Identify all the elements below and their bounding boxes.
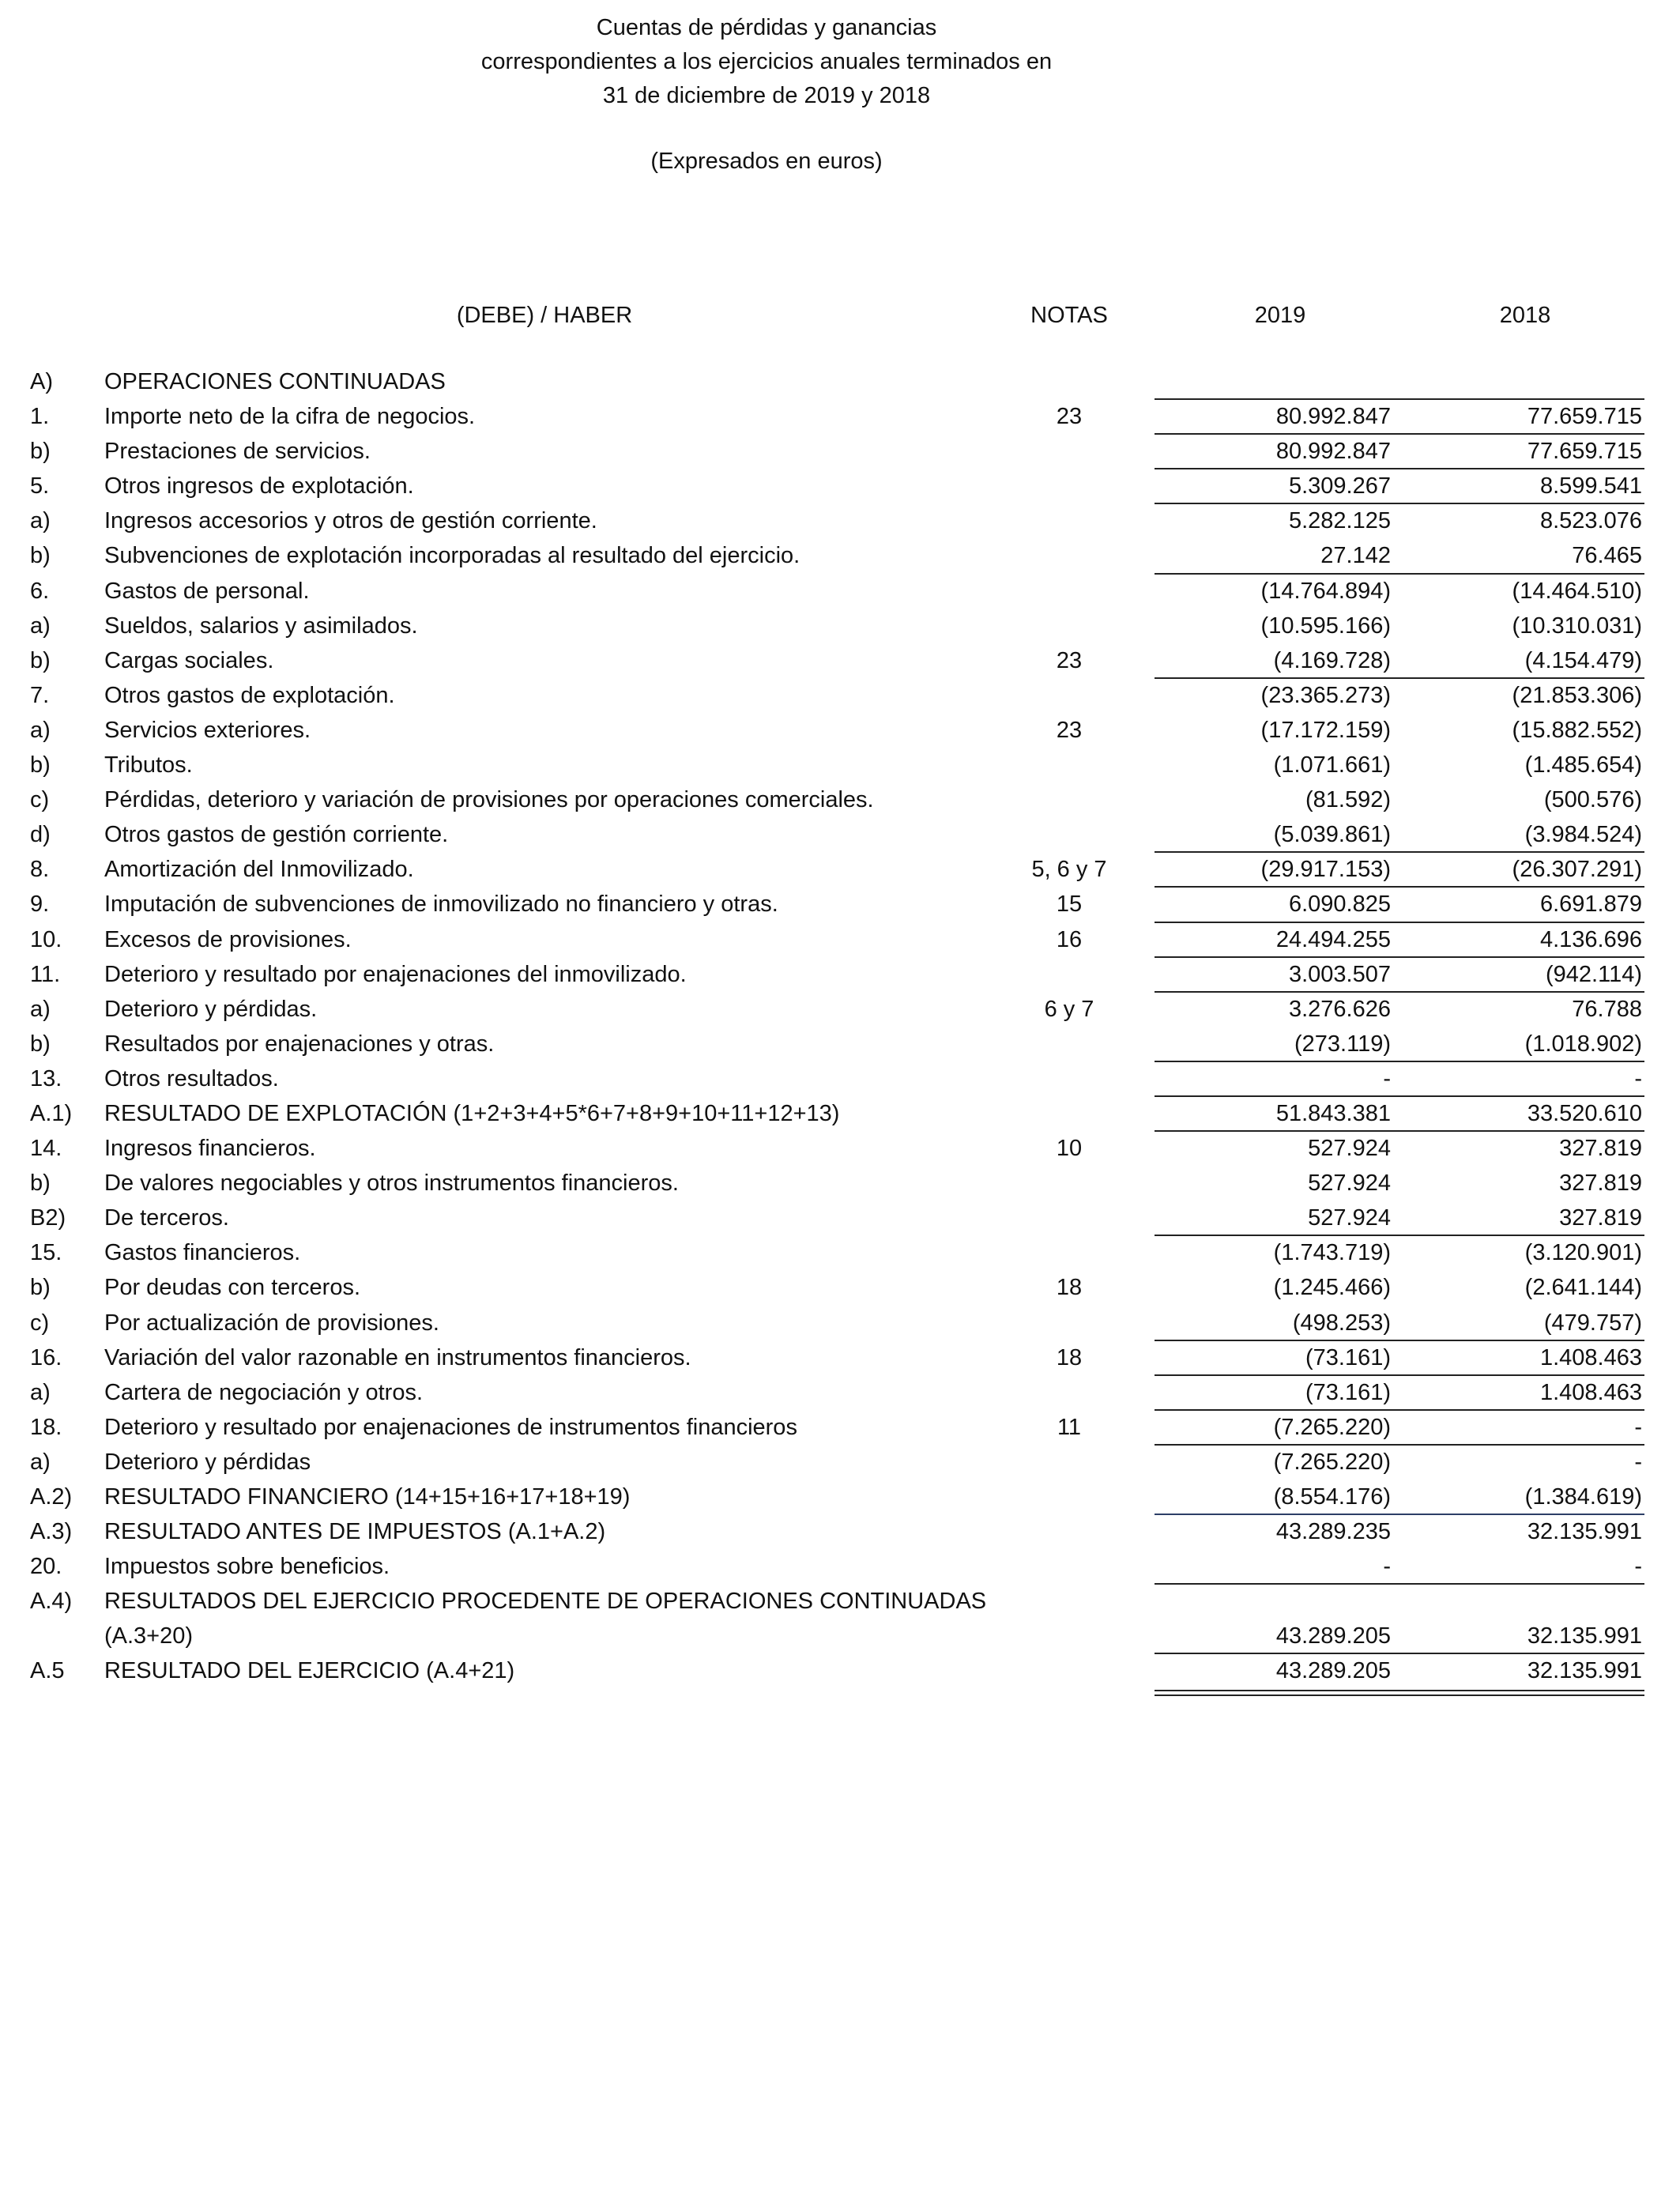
row-description-line: Amortización del Inmovilizado. (104, 857, 414, 883)
row-description-line: Resultados por enajenaciones y otras. (104, 1031, 495, 1057)
row-description (104, 609, 1013, 643)
row-description-line-2: (A.3+20) (104, 1623, 194, 1649)
value-2018: 4.136.696 (1539, 926, 1642, 952)
row-description (104, 1653, 1013, 1688)
value-2018: 33.520.610 (1527, 1100, 1642, 1126)
row-note: 10 (1056, 1136, 1083, 1162)
value-2019: 43.289.205 (1275, 1623, 1391, 1649)
title-line-3: 31 de diciembre de 2019 y 2018 (602, 83, 931, 108)
row-code: 13. (30, 1065, 62, 1091)
row-description-line: RESULTADO DE EXPLOTACIÓN (1+2+3+4+5*6+7+8+9+10+11+12+13) (104, 1100, 840, 1126)
row-note: 23 (1056, 404, 1083, 430)
row-code: d) (30, 822, 51, 848)
table-row (0, 609, 1680, 643)
table-row (0, 957, 1680, 992)
value-2018: 327.819 (1559, 1171, 1642, 1197)
value-2018: (15.882.552) (1512, 717, 1642, 743)
row-description (104, 817, 1013, 852)
row-description-line: Servicios exteriores. (104, 717, 311, 743)
value-2018: 8.599.541 (1539, 473, 1642, 499)
table-row (0, 678, 1680, 713)
value-2018: (479.757) (1543, 1310, 1642, 1336)
row-description (104, 469, 1013, 503)
row-note: 15 (1056, 892, 1083, 918)
row-code: b) (30, 543, 51, 569)
header-year-2019: 2019 (1254, 303, 1306, 328)
row-description-line: De valores negociables y otros instrumentos financieros. (104, 1171, 679, 1197)
value-2019: (1.071.661) (1273, 752, 1391, 778)
row-code: c) (30, 1310, 50, 1336)
value-2019: (1.743.719) (1273, 1240, 1391, 1266)
row-description-line: RESULTADO DEL EJERCICIO (A.4+21) (104, 1658, 515, 1684)
row-description-line: Sueldos, salarios y asimilados. (104, 613, 418, 639)
row-description-line: OPERACIONES CONTINUADAS (104, 369, 446, 394)
row-description (104, 364, 1013, 399)
row-description (104, 713, 1013, 748)
row-code: 8. (30, 857, 50, 883)
table-row (0, 399, 1680, 434)
row-note: 6 y 7 (1044, 996, 1094, 1022)
row-description-line: Ingresos accesorios y otros de gestión corriente. (104, 508, 597, 534)
table-row (0, 992, 1680, 1027)
row-description-line: Prestaciones de servicios. (104, 439, 371, 465)
row-description-line: Deterioro y pérdidas (104, 1449, 311, 1475)
row-code: 11. (30, 961, 61, 987)
row-description-line: Deterioro y resultado por enajenaciones del inmovilizado. (104, 961, 687, 987)
table-row (0, 748, 1680, 782)
row-code: 16. (30, 1344, 62, 1370)
row-code: A.2) (30, 1484, 73, 1510)
row-description-line: Otros gastos de gestión corriente. (104, 822, 449, 848)
row-note: 5, 6 y 7 (1031, 857, 1107, 883)
row-description (104, 643, 1013, 678)
value-2018: (942.114) (1546, 961, 1642, 987)
title-line-1: Cuentas de pérdidas y ganancias (596, 15, 937, 40)
row-description (104, 1340, 1013, 1375)
table-row (0, 887, 1680, 922)
row-description-line: Gastos financieros. (104, 1240, 301, 1266)
row-code: c) (30, 787, 50, 813)
row-description-line: Por actualización de provisiones. (104, 1310, 439, 1336)
row-code: A.3) (30, 1519, 73, 1545)
document-title (0, 11, 1533, 113)
value-2019: 3.003.507 (1288, 961, 1391, 987)
value-2018: (1.485.654) (1524, 752, 1642, 778)
row-code: 6. (30, 578, 50, 604)
row-note: 18 (1056, 1275, 1083, 1301)
value-2019: 527.924 (1308, 1171, 1391, 1197)
value-2018: 76.788 (1572, 996, 1642, 1022)
table-row (0, 1445, 1680, 1480)
row-description-line: Cargas sociales. (104, 647, 274, 673)
row-description (104, 503, 1013, 538)
table-row (0, 574, 1680, 609)
row-description (104, 1201, 1013, 1235)
value-2019: (7.265.220) (1273, 1449, 1391, 1475)
row-code: b) (30, 1031, 51, 1057)
row-code: a) (30, 1379, 51, 1405)
value-2018: 327.819 (1559, 1136, 1642, 1162)
row-description (104, 538, 1013, 573)
value-2019: 43.289.205 (1275, 1658, 1391, 1684)
row-description (104, 1306, 1013, 1340)
row-code: b) (30, 647, 51, 673)
row-description (104, 748, 1013, 782)
table-row (0, 434, 1680, 469)
row-description-line: RESULTADO FINANCIERO (14+15+16+17+18+19) (104, 1484, 631, 1510)
value-2018: 6.691.879 (1539, 892, 1642, 918)
row-code: a) (30, 613, 51, 639)
table-row (0, 469, 1680, 503)
table-row (0, 1235, 1680, 1270)
value-2018: - (1634, 1554, 1642, 1580)
row-description (104, 782, 1013, 817)
value-2019: 3.276.626 (1288, 996, 1391, 1022)
table-row (0, 1166, 1680, 1201)
value-2018: 32.135.991 (1527, 1623, 1642, 1649)
row-description-line: Subvenciones de explotación incorporadas al resultado del ejercicio. (104, 543, 800, 569)
row-code: 1. (30, 404, 50, 430)
value-2018: 77.659.715 (1527, 439, 1642, 465)
row-description (104, 1375, 1013, 1410)
row-description-line: Impuestos sobre beneficios. (104, 1554, 390, 1580)
value-2018: 8.523.076 (1539, 508, 1642, 534)
value-2019: 80.992.847 (1275, 404, 1391, 430)
value-2019: (8.554.176) (1273, 1484, 1391, 1510)
value-2019: (1.245.466) (1273, 1275, 1391, 1301)
table-row (0, 538, 1680, 573)
row-description (104, 1584, 1013, 1653)
row-code: 20. (30, 1554, 62, 1580)
value-2019: (498.253) (1292, 1310, 1391, 1336)
table-row (0, 1306, 1680, 1340)
value-2018: 327.819 (1559, 1205, 1642, 1231)
table-row (0, 1514, 1680, 1549)
row-description (104, 852, 1013, 887)
row-note: 16 (1056, 926, 1083, 952)
value-2018: (1.384.619) (1524, 1484, 1642, 1510)
value-2018: 76.465 (1572, 543, 1642, 569)
header-year-2018: 2018 (1499, 303, 1551, 328)
row-code: b) (30, 752, 51, 778)
row-description (104, 922, 1013, 957)
value-2018: (500.576) (1543, 787, 1642, 813)
row-description-line: Tributos. (104, 752, 193, 778)
value-2019: 24.494.255 (1275, 926, 1391, 952)
value-2018: 1.408.463 (1539, 1344, 1642, 1370)
row-description (104, 1096, 1013, 1131)
row-code: A) (30, 369, 53, 394)
row-description (104, 1410, 1013, 1445)
value-2019: (7.265.220) (1273, 1414, 1391, 1440)
value-2018: (26.307.291) (1512, 857, 1642, 883)
value-2019: (10.595.166) (1260, 613, 1391, 639)
table-row (0, 1584, 1680, 1653)
row-code: a) (30, 717, 51, 743)
row-description (104, 1166, 1013, 1201)
row-description-line: Excesos de provisiones. (104, 926, 352, 952)
income-statement-table (0, 364, 1680, 1688)
row-description-line: Importe neto de la cifra de negocios. (104, 404, 476, 430)
row-description-line: RESULTADO ANTES DE IMPUESTOS (A.1+A.2) (104, 1519, 606, 1545)
value-2018: - (1634, 1065, 1642, 1091)
value-2019: - (1383, 1554, 1391, 1580)
row-code: B2) (30, 1205, 66, 1231)
row-code: 10. (30, 926, 62, 952)
value-2019: (73.161) (1305, 1379, 1391, 1405)
row-rule (1155, 1583, 1644, 1585)
table-row (0, 364, 1680, 399)
row-description (104, 678, 1013, 713)
header-notas: NOTAS (1030, 303, 1108, 328)
row-description-line: Por deudas con terceros. (104, 1275, 361, 1301)
row-description (104, 1549, 1013, 1584)
value-2018: 1.408.463 (1539, 1379, 1642, 1405)
row-description (104, 1235, 1013, 1270)
row-code: b) (30, 1275, 51, 1301)
table-row (0, 817, 1680, 852)
value-2018: (3.120.901) (1524, 1240, 1642, 1266)
table-row (0, 1549, 1680, 1584)
row-code: 18. (30, 1414, 62, 1440)
row-note: 23 (1056, 717, 1083, 743)
row-note: 23 (1056, 647, 1083, 673)
table-row (0, 643, 1680, 678)
row-description (104, 399, 1013, 434)
table-row (0, 922, 1680, 957)
value-2019: 43.289.235 (1275, 1519, 1391, 1545)
row-code: a) (30, 508, 51, 534)
row-description (104, 434, 1013, 469)
table-row (0, 1340, 1680, 1375)
value-2019: 80.992.847 (1275, 439, 1391, 465)
row-description (104, 1445, 1013, 1480)
row-description-line: Otros resultados. (104, 1065, 279, 1091)
row-code: A.1) (30, 1100, 73, 1126)
table-row (0, 1131, 1680, 1166)
table-row (0, 1061, 1680, 1096)
value-2018: (4.154.479) (1524, 647, 1642, 673)
row-description-line: Imputación de subvenciones de inmovilizado no financiero y otras. (104, 892, 778, 918)
value-2019: (17.172.159) (1260, 717, 1391, 743)
value-2018: (2.641.144) (1524, 1275, 1642, 1301)
row-description (104, 1061, 1013, 1096)
value-2018: 32.135.991 (1527, 1658, 1642, 1684)
table-row (0, 852, 1680, 887)
row-description-line: Otros gastos de explotación. (104, 682, 395, 708)
value-2018: (21.853.306) (1512, 682, 1642, 708)
row-code: 14. (30, 1136, 62, 1162)
table-row (0, 503, 1680, 538)
row-note: 11 (1057, 1414, 1082, 1440)
value-2019: 51.843.381 (1275, 1100, 1391, 1126)
table-row (0, 1653, 1680, 1688)
row-description-line: Cartera de negociación y otros. (104, 1379, 423, 1405)
row-code: b) (30, 439, 51, 465)
row-code: b) (30, 1171, 51, 1197)
row-description-line: Gastos de personal. (104, 578, 310, 604)
value-2019: 527.924 (1308, 1136, 1391, 1162)
row-description-line: Deterioro y pérdidas. (104, 996, 318, 1022)
row-description (104, 574, 1013, 609)
table-row (0, 1096, 1680, 1131)
value-2018: (14.464.510) (1512, 578, 1642, 604)
value-2018: 32.135.991 (1527, 1519, 1642, 1545)
row-code: 9. (30, 892, 50, 918)
table-row (0, 1375, 1680, 1410)
row-code: 7. (30, 682, 50, 708)
row-note: 18 (1056, 1344, 1083, 1370)
row-description (104, 992, 1013, 1027)
value-2019: (4.169.728) (1273, 647, 1391, 673)
row-description-line: Variación del valor razonable en instrumentos financieros. (104, 1344, 691, 1370)
header-label: (DEBE) / HABER (456, 303, 633, 328)
value-2018: (1.018.902) (1524, 1031, 1642, 1057)
row-description-line: De terceros. (104, 1205, 229, 1231)
row-description-line: Otros ingresos de explotación. (104, 473, 414, 499)
table-row (0, 1480, 1680, 1514)
title-line-2: correspondientes a los ejercicios anuales terminados en (480, 49, 1053, 74)
value-2019: (81.592) (1305, 787, 1391, 813)
row-code: 5. (30, 473, 50, 499)
value-2019: (23.365.273) (1260, 682, 1391, 708)
row-description (104, 1131, 1013, 1166)
row-description-line: Pérdidas, deterioro y variación de provisiones por operaciones comerciales. (104, 787, 874, 813)
value-2019: (5.039.861) (1273, 822, 1391, 848)
document-subtitle: (Expresados en euros) (650, 149, 883, 174)
value-2018: - (1634, 1449, 1642, 1475)
value-2019: 5.282.125 (1288, 508, 1391, 534)
row-code: A.5 (30, 1658, 65, 1684)
row-description-line: Ingresos financieros. (104, 1136, 316, 1162)
value-2018: (3.984.524) (1524, 822, 1642, 848)
value-2019: (73.161) (1305, 1344, 1391, 1370)
value-2019: (14.764.894) (1260, 578, 1391, 604)
row-description (104, 1514, 1013, 1549)
table-row (0, 782, 1680, 817)
row-description-line: RESULTADOS DEL EJERCICIO PROCEDENTE DE OPERACIONES CONTINUADAS (104, 1589, 987, 1615)
row-description (104, 1027, 1013, 1061)
total-double-rule (1155, 1690, 1644, 1696)
value-2019: 5.309.267 (1288, 473, 1391, 499)
value-2019: (273.119) (1294, 1031, 1391, 1057)
row-code: 15. (30, 1240, 62, 1266)
table-row (0, 1201, 1680, 1235)
row-code: a) (30, 996, 51, 1022)
value-2019: 27.142 (1320, 543, 1391, 569)
row-description (104, 1480, 1013, 1514)
row-description (104, 887, 1013, 922)
row-description (104, 957, 1013, 992)
value-2019: (29.917.153) (1260, 857, 1391, 883)
row-code: a) (30, 1449, 51, 1475)
value-2019: 527.924 (1308, 1205, 1391, 1231)
table-row (0, 1027, 1680, 1061)
value-2018: (10.310.031) (1512, 613, 1642, 639)
value-2019: - (1383, 1065, 1391, 1091)
value-2019: 6.090.825 (1288, 892, 1391, 918)
value-2018: - (1634, 1414, 1642, 1440)
table-row (0, 1270, 1680, 1305)
row-code: A.4) (30, 1589, 73, 1615)
value-2018: 77.659.715 (1527, 404, 1642, 430)
row-description (104, 1270, 1013, 1305)
row-description-line: Deterioro y resultado por enajenaciones de instrumentos financieros (104, 1414, 797, 1440)
table-row (0, 713, 1680, 748)
table-row (0, 1410, 1680, 1445)
